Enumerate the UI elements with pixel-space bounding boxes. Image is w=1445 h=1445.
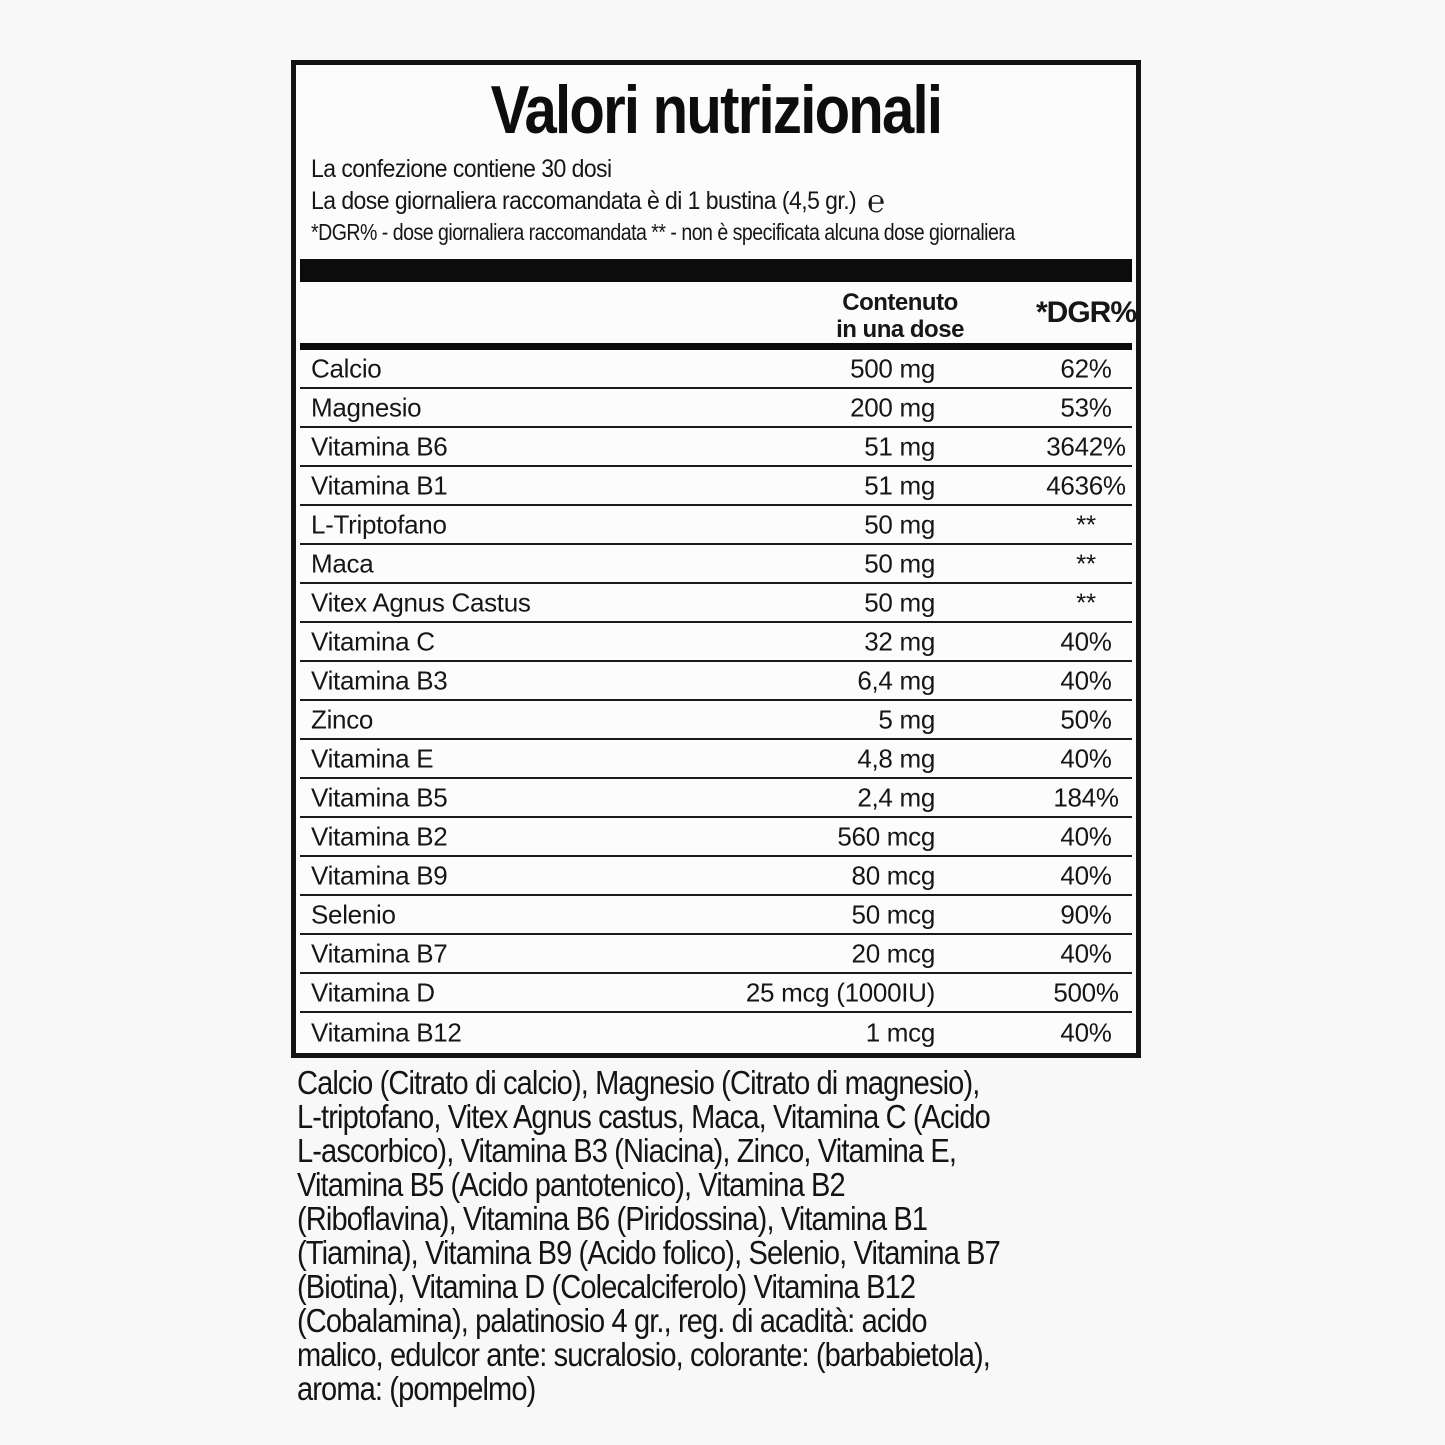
column-header-amount-line2: in una dose xyxy=(836,316,964,343)
ingredients-line: (Tiamina), Vitamina B9 (Acido folico), Selenio, Vitamina B7 xyxy=(297,1234,1000,1271)
nutrient-name: Vitamina C xyxy=(311,626,435,656)
table-row xyxy=(300,545,1132,584)
nutrient-amount: 25 mcg (1000IU) xyxy=(745,977,935,1007)
nutrient-amount: 1 mcg xyxy=(865,1017,935,1047)
nutrient-dgr: 90% xyxy=(1060,899,1112,929)
table-row xyxy=(300,506,1132,545)
nutrient-dgr: 3642% xyxy=(1046,431,1126,461)
dgr-footnote: *DGR% - dose giornaliera raccomandata ** - non è specificata alcuna dose giornaliera xyxy=(311,219,1015,245)
nutrient-name: Vitamina B9 xyxy=(311,860,448,890)
nutrient-amount: 32 mg xyxy=(864,626,935,656)
table-row xyxy=(300,467,1132,506)
nutrient-amount: 50 mg xyxy=(864,587,935,617)
nutrient-name: L-Triptofano xyxy=(311,509,447,539)
table-row xyxy=(300,350,1132,389)
nutrition-facts-content xyxy=(296,71,1136,1065)
dose-size-text: La dose giornaliera raccomandata è di 1 bustina (4,5 gr.) xyxy=(311,187,857,215)
nutrient-amount: 50 mcg xyxy=(851,899,935,929)
nutrient-name: Magnesio xyxy=(311,392,422,422)
nutrient-amount: 80 mcg xyxy=(851,860,935,890)
nutrient-name: Vitamina B2 xyxy=(311,821,448,851)
nutrient-dgr: 50% xyxy=(1060,704,1112,734)
table-row xyxy=(300,428,1132,467)
nutrient-amount: 4,8 mg xyxy=(857,743,935,773)
nutrient-dgr: 40% xyxy=(1060,665,1112,695)
nutrient-amount: 50 mg xyxy=(864,509,935,539)
ingredients-line: (Cobalamina), palatinosio 4 gr., reg. di acadità: acido xyxy=(297,1302,927,1339)
nutrient-dgr: 40% xyxy=(1060,860,1112,890)
nutrient-name: Selenio xyxy=(311,899,396,929)
ingredients-line: L-ascorbico), Vitamina B3 (Niacina), Zinco, Vitamina E, xyxy=(297,1132,957,1169)
package-info-line-doses: La confezione contiene 30 dosi xyxy=(311,155,612,183)
nutrient-name: Vitamina B5 xyxy=(311,782,448,812)
nutrient-amount: 2,4 mg xyxy=(857,782,935,812)
nutrient-dgr: 40% xyxy=(1060,821,1112,851)
nutrient-name: Vitamina D xyxy=(311,977,435,1007)
nutrient-amount: 5 mg xyxy=(878,704,935,734)
estimated-sign: ℮ xyxy=(867,183,885,219)
nutrient-dgr: ** xyxy=(1076,548,1096,578)
nutrient-dgr: 4636% xyxy=(1046,470,1126,500)
table-row xyxy=(300,818,1132,857)
nutrient-name: Vitamina B3 xyxy=(311,665,448,695)
nutrient-name: Maca xyxy=(311,548,374,578)
package-info-line-dose-size xyxy=(311,185,1070,217)
package-info xyxy=(311,153,1136,247)
nutrient-dgr: 62% xyxy=(1060,353,1112,383)
nutrient-name: Vitamina B7 xyxy=(311,938,448,968)
nutrient-name: Vitamina B6 xyxy=(311,431,448,461)
nutrient-amount: 50 mg xyxy=(864,548,935,578)
nutrient-amount: 51 mg xyxy=(864,431,935,461)
nutrient-amount: 6,4 mg xyxy=(857,665,935,695)
nutrition-facts-box xyxy=(291,60,1141,1058)
table-row xyxy=(300,662,1132,701)
table-row xyxy=(300,1013,1132,1052)
nutrient-amount: 200 mg xyxy=(850,392,935,422)
table-row xyxy=(300,779,1132,818)
ingredients-line: Calcio (Citrato di calcio), Magnesio (Citrato di magnesio), xyxy=(297,1064,980,1101)
page-title: Valori nutrizionali xyxy=(490,71,942,148)
table-row xyxy=(300,389,1132,428)
nutrient-name: Vitamina E xyxy=(311,743,434,773)
ingredients-line: (Riboflavina), Vitamina B6 (Piridossina), Vitamina B1 xyxy=(297,1200,928,1237)
nutrient-dgr: 40% xyxy=(1060,743,1112,773)
nutrient-dgr: 184% xyxy=(1053,782,1119,812)
nutrient-amount: 20 mcg xyxy=(851,938,935,968)
table-header-underline xyxy=(300,343,1132,350)
ingredients-line: aroma: (pompelmo) xyxy=(297,1370,536,1407)
ingredients-list xyxy=(297,1066,1000,1406)
nutrient-name: Zinco xyxy=(311,704,374,734)
column-header-amount xyxy=(800,289,1000,343)
table-row xyxy=(300,701,1132,740)
nutrient-name: Vitamina B12 xyxy=(311,1017,462,1047)
table-header-row xyxy=(300,282,1136,343)
ingredients-line: L-triptofano, Vitex Agnus castus, Maca, Vitamina C (Acido xyxy=(297,1098,990,1135)
nutrient-name: Calcio xyxy=(311,353,382,383)
nutrient-amount: 51 mg xyxy=(864,470,935,500)
nutrient-table xyxy=(300,350,1132,1052)
nutrient-dgr: ** xyxy=(1076,587,1096,617)
nutrient-dgr: 53% xyxy=(1060,392,1112,422)
nutrient-amount: 500 mg xyxy=(850,353,935,383)
table-row xyxy=(300,857,1132,896)
nutrient-dgr: 500% xyxy=(1053,977,1119,1007)
nutrient-dgr: 40% xyxy=(1060,938,1112,968)
ingredients-line: Vitamina B5 (Acido pantotenico), Vitamina B2 xyxy=(297,1166,845,1203)
table-row xyxy=(300,974,1132,1013)
nutrient-dgr: 40% xyxy=(1060,626,1112,656)
table-row xyxy=(300,623,1132,662)
ingredients-line: (Biotina), Vitamina D (Colecalciferolo) Vitamina B12 xyxy=(297,1268,916,1305)
table-row xyxy=(300,740,1132,779)
column-header-amount-line1: Contenuto xyxy=(842,289,958,316)
nutrient-name: Vitamina B1 xyxy=(311,470,448,500)
table-row xyxy=(300,896,1132,935)
nutrient-dgr: ** xyxy=(1076,509,1096,539)
ingredients-line: malico, edulcor ante: sucralosio, colorante: (barbabietola), xyxy=(297,1336,990,1373)
table-row xyxy=(300,584,1132,623)
nutrient-dgr: 40% xyxy=(1060,1017,1112,1047)
table-row xyxy=(300,935,1132,974)
column-header-dgr: *DGR% xyxy=(1035,296,1136,329)
nutrient-amount: 560 mcg xyxy=(837,821,935,851)
nutrient-name: Vitex Agnus Castus xyxy=(311,587,531,617)
header-divider-bar xyxy=(300,259,1132,282)
